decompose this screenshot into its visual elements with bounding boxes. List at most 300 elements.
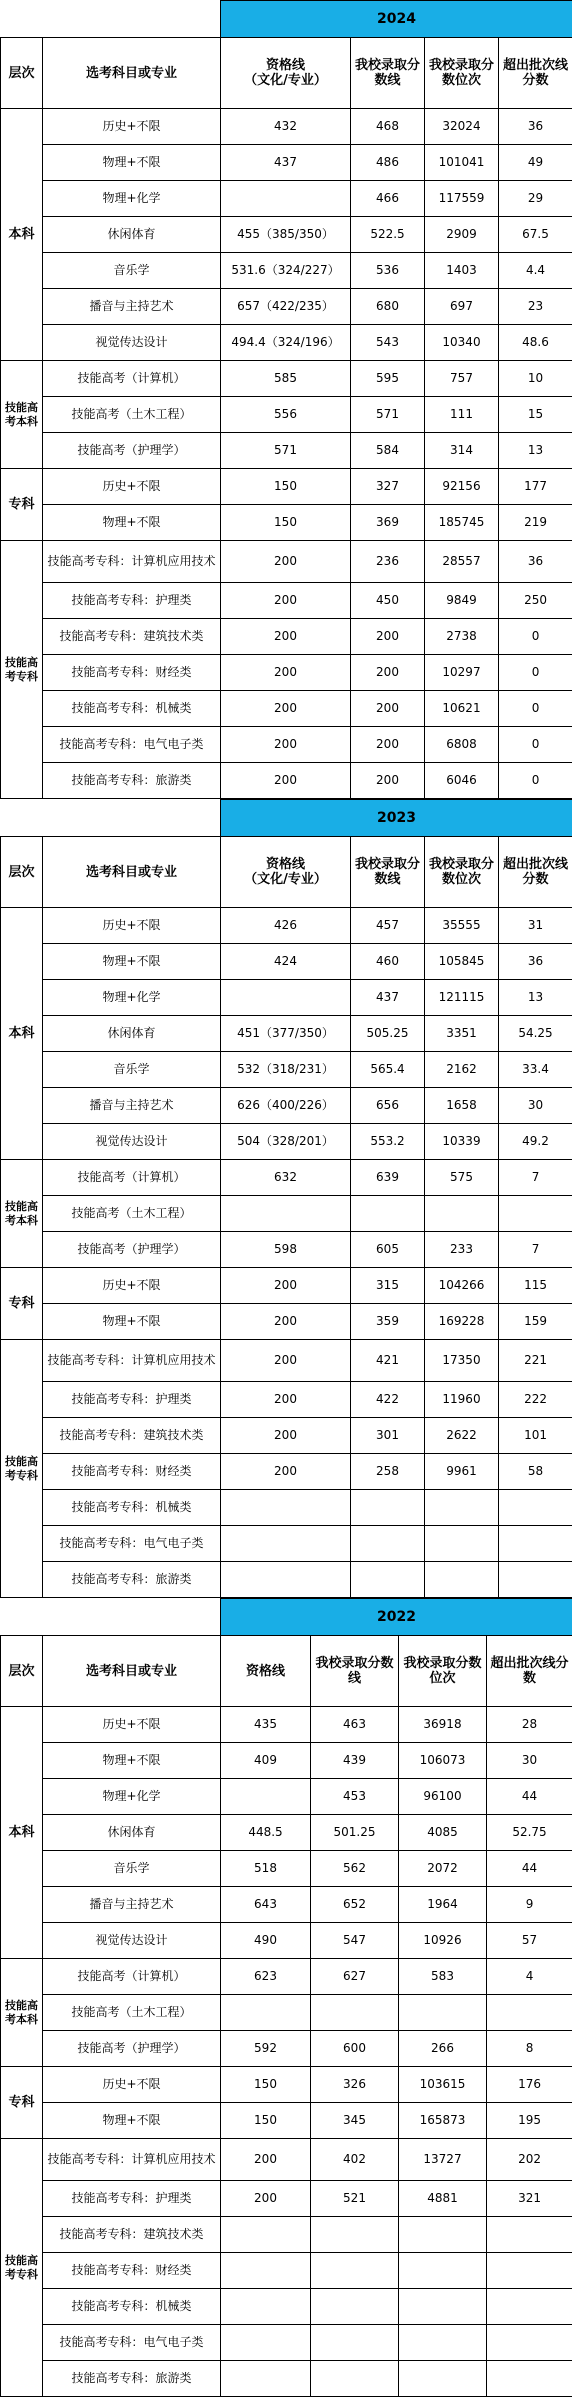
over-cell: 36 [499,944,572,980]
rank-cell: 2622 [425,1418,499,1454]
over-cell: 49 [499,145,572,181]
score-cell: 453 [311,1779,399,1815]
rank-cell: 575 [425,1160,499,1196]
level-cell: 技能高考专科 [1,541,43,799]
rank-cell: 9961 [425,1454,499,1490]
year-heading: 2023 [221,800,572,837]
over-cell: 36 [499,541,572,583]
threshold-cell: 437 [221,145,351,181]
level-cell: 技能高考专科 [1,1340,43,1598]
table-row [1,1526,572,1562]
rank-cell: 1658 [425,1088,499,1124]
header-admit-rank: 我校录取分数位次 [399,1636,487,1707]
over-cell: 159 [499,1304,572,1340]
over-cell: 58 [499,1454,572,1490]
rank-cell: 2162 [425,1052,499,1088]
subject-cell: 技能高考（土木工程） [43,397,221,433]
rank-cell [399,1995,487,2031]
rank-cell [399,2289,487,2325]
over-cell [487,1995,572,2031]
table-row [1,1490,572,1526]
threshold-cell [221,1526,351,1562]
subject-cell: 物理+不限 [43,145,221,181]
table-row [1,1268,572,1304]
rank-cell: 6808 [425,727,499,763]
threshold-cell: 623 [221,1959,311,1995]
score-cell: 327 [351,469,425,505]
header-admit-rank: 我校录取分数位次 [425,38,499,109]
header-level: 层次 [1,38,43,109]
over-cell: 0 [499,619,572,655]
threshold-cell: 435 [221,1707,311,1743]
table-row [1,1851,572,1887]
table-row [1,2325,572,2361]
score-cell: 562 [311,1851,399,1887]
score-table-2024 [0,0,572,799]
over-cell: 30 [499,1088,572,1124]
table-row [1,1382,572,1418]
threshold-cell: 504（328/201） [221,1124,351,1160]
score-cell: 521 [311,2181,399,2217]
threshold-cell: 432 [221,109,351,145]
score-cell: 463 [311,1707,399,1743]
subject-cell: 物理+化学 [43,181,221,217]
score-cell [351,1562,425,1598]
score-cell: 345 [311,2103,399,2139]
rank-cell [425,1562,499,1598]
threshold-cell: 150 [221,469,351,505]
over-cell: 44 [487,1851,572,1887]
subject-cell: 播音与主持艺术 [43,289,221,325]
threshold-cell: 531.6（324/227） [221,253,351,289]
threshold-cell: 200 [221,1382,351,1418]
over-cell: 4 [487,1959,572,1995]
rank-cell: 105845 [425,944,499,980]
rank-cell: 106073 [399,1743,487,1779]
rank-cell: 96100 [399,1779,487,1815]
threshold-cell: 451（377/350） [221,1016,351,1052]
table-row [1,1454,572,1490]
threshold-cell [221,2289,311,2325]
rank-cell: 757 [425,361,499,397]
threshold-cell: 490 [221,1923,311,1959]
table-row [1,1016,572,1052]
rank-cell: 111 [425,397,499,433]
table-row [1,583,572,619]
header-subject: 选考科目或专业 [43,38,221,109]
level-cell: 专科 [1,2067,43,2139]
score-cell: 656 [351,1088,425,1124]
over-cell [499,1526,572,1562]
threshold-cell [221,2361,311,2397]
score-cell: 422 [351,1382,425,1418]
subject-cell: 历史+不限 [43,1707,221,1743]
subject-cell: 物理+不限 [43,944,221,980]
table-row [1,2031,572,2067]
table-row [1,1959,572,1995]
threshold-cell: 426 [221,908,351,944]
subject-cell: 物理+不限 [43,2103,221,2139]
score-cell: 605 [351,1232,425,1268]
threshold-cell: 657（422/235） [221,289,351,325]
subject-cell: 历史+不限 [43,908,221,944]
table-row [1,2361,572,2397]
table-row [1,541,572,583]
rank-cell [399,2361,487,2397]
threshold-cell: 200 [221,1268,351,1304]
over-cell: 49.2 [499,1124,572,1160]
over-cell: 8 [487,2031,572,2067]
table-row [1,763,572,799]
threshold-cell: 592 [221,2031,311,2067]
threshold-cell: 518 [221,1851,311,1887]
threshold-cell [221,181,351,217]
score-cell: 326 [311,2067,399,2103]
subject-cell: 历史+不限 [43,1268,221,1304]
threshold-cell: 150 [221,2067,311,2103]
over-cell: 202 [487,2139,572,2181]
threshold-cell: 150 [221,505,351,541]
table-row [1,253,572,289]
header-subject: 选考科目或专业 [43,837,221,908]
threshold-cell [221,1995,311,2031]
over-cell [499,1196,572,1232]
subject-cell: 历史+不限 [43,109,221,145]
table-row [1,1995,572,2031]
rank-cell [399,2325,487,2361]
over-cell: 54.25 [499,1016,572,1052]
table-row [1,2289,572,2325]
level-cell: 技能高考本科 [1,361,43,469]
over-cell: 30 [487,1743,572,1779]
rank-cell: 121115 [425,980,499,1016]
rank-cell: 17350 [425,1340,499,1382]
rank-cell: 165873 [399,2103,487,2139]
rank-cell: 583 [399,1959,487,1995]
subject-cell: 技能高考专科：护理类 [43,2181,221,2217]
rank-cell: 11960 [425,1382,499,1418]
table-row [1,655,572,691]
subject-cell: 播音与主持艺术 [43,1887,221,1923]
threshold-cell: 200 [221,2181,311,2217]
rank-cell: 233 [425,1232,499,1268]
rank-cell: 9849 [425,583,499,619]
over-cell: 7 [499,1232,572,1268]
year-heading: 2022 [221,1599,572,1636]
rank-cell: 13727 [399,2139,487,2181]
table-row [1,691,572,727]
subject-cell: 技能高考（计算机） [43,361,221,397]
table-row [1,619,572,655]
subject-cell: 技能高考专科：机械类 [43,691,221,727]
level-cell: 本科 [1,1707,43,1959]
score-cell: 439 [311,1743,399,1779]
level-cell: 本科 [1,109,43,361]
rank-cell: 10340 [425,325,499,361]
score-cell: 200 [351,691,425,727]
over-cell: 9 [487,1887,572,1923]
threshold-cell: 448.5 [221,1815,311,1851]
score-cell: 501.25 [311,1815,399,1851]
score-cell: 584 [351,433,425,469]
rank-cell: 10926 [399,1923,487,1959]
score-cell: 680 [351,289,425,325]
over-cell: 33.4 [499,1052,572,1088]
subject-cell: 音乐学 [43,253,221,289]
table-row [1,1340,572,1382]
subject-cell: 技能高考专科：护理类 [43,1382,221,1418]
subject-cell: 技能高考专科：财经类 [43,2253,221,2289]
rank-cell: 6046 [425,763,499,799]
table-row [1,2103,572,2139]
threshold-cell: 455（385/350） [221,217,351,253]
threshold-cell [221,1196,351,1232]
threshold-cell [221,2325,311,2361]
score-cell: 571 [351,397,425,433]
over-cell: 44 [487,1779,572,1815]
score-cell [311,2289,399,2325]
subject-cell: 技能高考（计算机） [43,1959,221,1995]
rank-cell [399,2253,487,2289]
threshold-cell: 556 [221,397,351,433]
score-cell [311,2217,399,2253]
threshold-cell: 200 [221,655,351,691]
score-cell: 553.2 [351,1124,425,1160]
rank-cell: 104266 [425,1268,499,1304]
over-cell: 31 [499,908,572,944]
level-cell: 专科 [1,1268,43,1340]
subject-cell: 技能高考专科：计算机应用技术 [43,541,221,583]
subject-cell: 休闲体育 [43,217,221,253]
header-admit-score: 我校录取分数线 [311,1636,399,1707]
over-cell [487,2325,572,2361]
over-cell: 48.6 [499,325,572,361]
header-row [1,1636,572,1707]
subject-cell: 技能高考（土木工程） [43,1995,221,2031]
rank-cell: 10621 [425,691,499,727]
rank-cell: 1403 [425,253,499,289]
subject-cell: 视觉传达设计 [43,1923,221,1959]
header-subject: 选考科目或专业 [43,1636,221,1707]
over-cell: 101 [499,1418,572,1454]
score-cell: 421 [351,1340,425,1382]
over-cell: 13 [499,433,572,469]
score-cell: 359 [351,1304,425,1340]
subject-cell: 音乐学 [43,1052,221,1088]
threshold-cell: 200 [221,763,351,799]
score-table-2022 [0,1598,572,2397]
header-level: 层次 [1,837,43,908]
subject-cell: 历史+不限 [43,2067,221,2103]
score-cell: 639 [351,1160,425,1196]
table-row [1,1232,572,1268]
table-row [1,325,572,361]
rank-cell: 2072 [399,1851,487,1887]
rank-cell: 2909 [425,217,499,253]
rank-cell: 3351 [425,1016,499,1052]
over-cell: 0 [499,655,572,691]
score-cell [311,2253,399,2289]
rank-cell: 28557 [425,541,499,583]
table-row [1,1562,572,1598]
table-row [1,361,572,397]
score-cell: 600 [311,2031,399,2067]
table-row [1,181,572,217]
over-cell [487,2253,572,2289]
threshold-cell: 643 [221,1887,311,1923]
table-row [1,1815,572,1851]
subject-cell: 物理+不限 [43,1304,221,1340]
threshold-cell: 200 [221,1304,351,1340]
table-row [1,1887,572,1923]
rank-cell: 10297 [425,655,499,691]
subject-cell: 技能高考专科：电气电子类 [43,727,221,763]
score-cell: 236 [351,541,425,583]
table-row [1,1196,572,1232]
subject-cell: 技能高考专科：机械类 [43,1490,221,1526]
header-threshold: 资格线 （文化/专业） [221,38,351,109]
over-cell: 177 [499,469,572,505]
score-cell: 466 [351,181,425,217]
over-cell: 4.4 [499,253,572,289]
over-cell: 0 [499,763,572,799]
rank-cell [425,1196,499,1232]
over-cell: 250 [499,583,572,619]
table-row [1,908,572,944]
subject-cell: 技能高考专科：财经类 [43,1454,221,1490]
score-cell: 200 [351,655,425,691]
over-cell: 115 [499,1268,572,1304]
level-cell: 专科 [1,469,43,541]
subject-cell: 技能高考专科：护理类 [43,583,221,619]
threshold-cell [221,2217,311,2253]
subject-cell: 技能高考专科：建筑技术类 [43,2217,221,2253]
table-row [1,1923,572,1959]
threshold-cell: 200 [221,1340,351,1382]
table-row [1,2253,572,2289]
score-cell: 369 [351,505,425,541]
table-row [1,2181,572,2217]
over-cell: 28 [487,1707,572,1743]
subject-cell: 技能高考专科：旅游类 [43,1562,221,1598]
rank-cell [425,1526,499,1562]
threshold-cell: 598 [221,1232,351,1268]
rank-cell: 92156 [425,469,499,505]
rank-cell [399,2217,487,2253]
threshold-cell: 424 [221,944,351,980]
over-cell: 219 [499,505,572,541]
header-admit-score: 我校录取分数线 [351,38,425,109]
table-row [1,217,572,253]
score-cell: 200 [351,763,425,799]
header-admit-rank: 我校录取分数位次 [425,837,499,908]
header-admit-score: 我校录取分数线 [351,837,425,908]
rank-cell: 697 [425,289,499,325]
threshold-cell: 532（318/231） [221,1052,351,1088]
header-over-batch: 超出批次线分数 [499,837,572,908]
header-threshold: 资格线 [221,1636,311,1707]
subject-cell: 技能高考专科：计算机应用技术 [43,1340,221,1382]
over-cell: 52.75 [487,1815,572,1851]
threshold-cell: 200 [221,2139,311,2181]
rank-cell: 36918 [399,1707,487,1743]
threshold-cell [221,2253,311,2289]
table-row [1,1124,572,1160]
threshold-cell: 200 [221,583,351,619]
over-cell: 57 [487,1923,572,1959]
table-row [1,1707,572,1743]
rank-cell: 4085 [399,1815,487,1851]
header-threshold: 资格线 （文化/专业） [221,837,351,908]
rank-cell: 314 [425,433,499,469]
over-cell: 222 [499,1382,572,1418]
threshold-cell: 626（400/226） [221,1088,351,1124]
rank-cell: 2738 [425,619,499,655]
table-row [1,505,572,541]
threshold-cell: 409 [221,1743,311,1779]
table-row [1,109,572,145]
table-row [1,145,572,181]
score-cell: 301 [351,1418,425,1454]
rank-cell: 1964 [399,1887,487,1923]
over-cell: 176 [487,2067,572,2103]
table-row [1,1304,572,1340]
threshold-cell: 571 [221,433,351,469]
subject-cell: 技能高考专科：建筑技术类 [43,619,221,655]
over-cell: 15 [499,397,572,433]
subject-cell: 历史+不限 [43,469,221,505]
table-row [1,1052,572,1088]
rank-cell: 35555 [425,908,499,944]
subject-cell: 技能高考（护理学） [43,433,221,469]
score-cell [311,2325,399,2361]
threshold-cell: 150 [221,2103,311,2139]
table-row [1,2217,572,2253]
subject-cell: 技能高考（护理学） [43,2031,221,2067]
threshold-cell [221,1779,311,1815]
level-cell: 本科 [1,908,43,1160]
header-row [1,38,572,109]
subject-cell: 技能高考专科：旅游类 [43,763,221,799]
subject-cell: 技能高考专科：建筑技术类 [43,1418,221,1454]
rank-cell: 32024 [425,109,499,145]
subject-cell: 物理+化学 [43,980,221,1016]
threshold-cell [221,980,351,1016]
table-row [1,1743,572,1779]
table-row [1,2067,572,2103]
score-table-2023 [0,799,572,1598]
subject-cell: 技能高考专科：旅游类 [43,2361,221,2397]
table-row [1,433,572,469]
score-cell: 505.25 [351,1016,425,1052]
level-cell: 技能高考本科 [1,1959,43,2067]
threshold-cell [221,1562,351,1598]
subject-cell: 音乐学 [43,1851,221,1887]
table-row [1,1779,572,1815]
table-row [1,1088,572,1124]
header-over-batch: 超出批次线分数 [487,1636,572,1707]
over-cell: 195 [487,2103,572,2139]
threshold-cell: 200 [221,1454,351,1490]
score-cell [351,1196,425,1232]
score-cell: 460 [351,944,425,980]
rank-cell [425,1490,499,1526]
score-cell [351,1526,425,1562]
score-cell: 258 [351,1454,425,1490]
subject-cell: 物理+不限 [43,505,221,541]
rank-cell: 101041 [425,145,499,181]
table-row [1,2139,572,2181]
